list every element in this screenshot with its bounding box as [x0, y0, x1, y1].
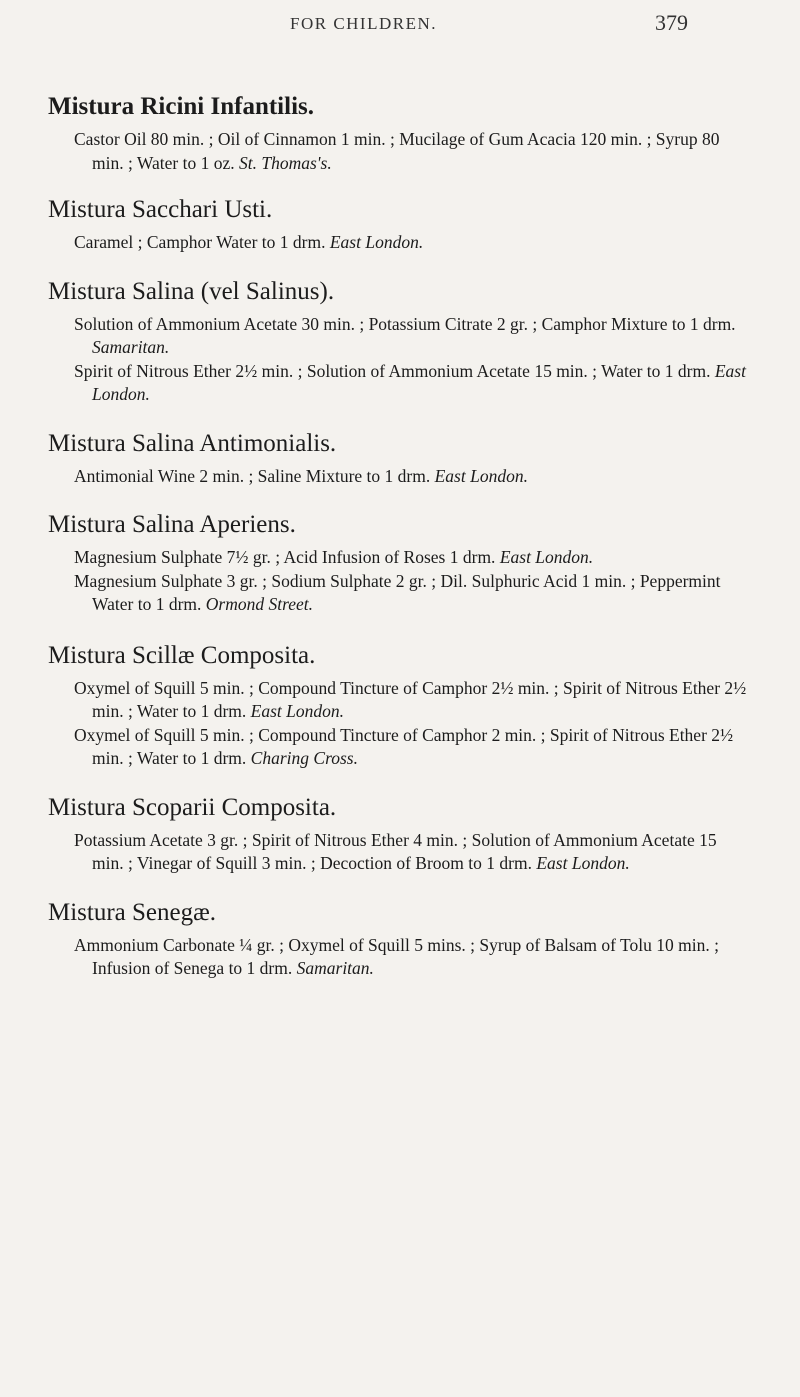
prescription-source: Samaritan. — [92, 337, 170, 357]
prescription-source: East London. — [92, 360, 746, 404]
prescription-text: Solution of Ammonium Acetate 30 min. ; Potassium Citrate 2 gr. ; Camphor Mixture to 1 drm. — [74, 313, 736, 334]
prescription-source: East London. — [250, 701, 345, 721]
prescription-text: Antimonial Wine 2 min. ; Saline Mixture to 1 drm. — [74, 465, 435, 486]
entry-title: Mistura Ricini Infantilis. — [48, 93, 314, 120]
entry-mistura-salina-antimonialis — [48, 429, 748, 489]
prescription — [48, 570, 748, 617]
prescription — [48, 677, 748, 724]
entry-mistura-scillae-composita — [48, 641, 748, 771]
prescription-text: Ammonium Carbonate ¼ gr. ; Oxymel of Squill 5 mins. ; Syrup of Balsam of Tolu 10 min. ; Infusion of Senega to 1 drm. — [74, 934, 719, 978]
entry-title: Mistura Salina Antimonialis. — [48, 429, 337, 457]
prescription — [48, 829, 748, 876]
entry-mistura-sacchari-usti — [48, 195, 748, 255]
prescription-source: East London. — [536, 853, 630, 873]
prescription-source: East London. — [434, 465, 528, 486]
prescription — [48, 934, 748, 981]
entry-mistura-ricini-infantilis — [48, 92, 748, 175]
prescription-source: East London. — [499, 547, 594, 567]
prescription — [48, 231, 748, 255]
entry-mistura-salina — [48, 277, 748, 407]
prescription — [48, 313, 748, 360]
prescription-text: Castor Oil 80 min. ; Oil of Cinnamon 1 min. ; Mucilage of Gum Acacia 120 min. ; Syrup 80 min. ; Water to 1 oz. — [74, 129, 720, 173]
prescription — [48, 724, 748, 771]
prescription-text: Spirit of Nitrous Ether 2½ min. ; Solution of Ammonium Acetate 15 min. ; Water to 1 drm. — [74, 360, 715, 381]
prescription-text: Potassium Acetate 3 gr. ; Spirit of Nitrous Ether 4 min. ; Solution of Ammonium Acetate 15 min. ; Vinegar of Squill 3 min. ; Decoction of Broom to 1 drm. — [74, 829, 717, 873]
entry-title: Mistura Senegæ. — [48, 898, 217, 926]
formulary-content — [48, 92, 748, 981]
prescription-source: Ormond Street. — [205, 594, 314, 614]
entry-mistura-salina-aperiens — [48, 510, 748, 617]
prescription-source: Samaritan. — [296, 958, 374, 978]
prescription — [48, 546, 748, 570]
entry-title: Mistura Salina (vel Salinus). — [48, 277, 335, 305]
prescription-text: Magnesium Sulphate 7½ gr. ; Acid Infusion of Roses 1 drm. — [74, 547, 500, 567]
prescription — [48, 465, 748, 489]
prescription — [48, 128, 748, 175]
running-title: FOR CHILDREN. — [290, 14, 438, 33]
prescription-source: Charing Cross. — [250, 748, 358, 768]
prescription-text: Oxymel of Squill 5 min. ; Compound Tincture of Camphor 2 min. ; Spirit of Nitrous Ether 2½ min. ; Water to 1 drm. — [74, 724, 734, 768]
prescription-source: St. Thomas's. — [239, 152, 332, 173]
entry-mistura-senegae — [48, 898, 748, 981]
prescription-source: East London. — [329, 232, 424, 252]
prescription-text: Caramel ; Camphor Water to 1 drm. — [74, 232, 330, 252]
entry-title: Mistura Scillæ Composita. — [48, 641, 316, 669]
prescription-text: Oxymel of Squill 5 min. ; Compound Tincture of Camphor 2½ min. ; Spirit of Nitrous Ether 2½ min. ; Water to 1 drm. — [74, 677, 747, 721]
prescription — [48, 360, 748, 407]
entry-title: Mistura Sacchari Usti. — [48, 196, 273, 223]
page-number: 379 — [655, 10, 688, 35]
entry-mistura-scoparii-composita — [48, 793, 748, 876]
entry-title: Mistura Scoparii Composita. — [48, 793, 337, 821]
prescription-text: Magnesium Sulphate 3 gr. ; Sodium Sulphate 2 gr. ; Dil. Sulphuric Acid 1 min. ; Peppermint Water to 1 drm. — [74, 570, 721, 614]
entry-title: Mistura Salina Aperiens. — [48, 511, 296, 538]
